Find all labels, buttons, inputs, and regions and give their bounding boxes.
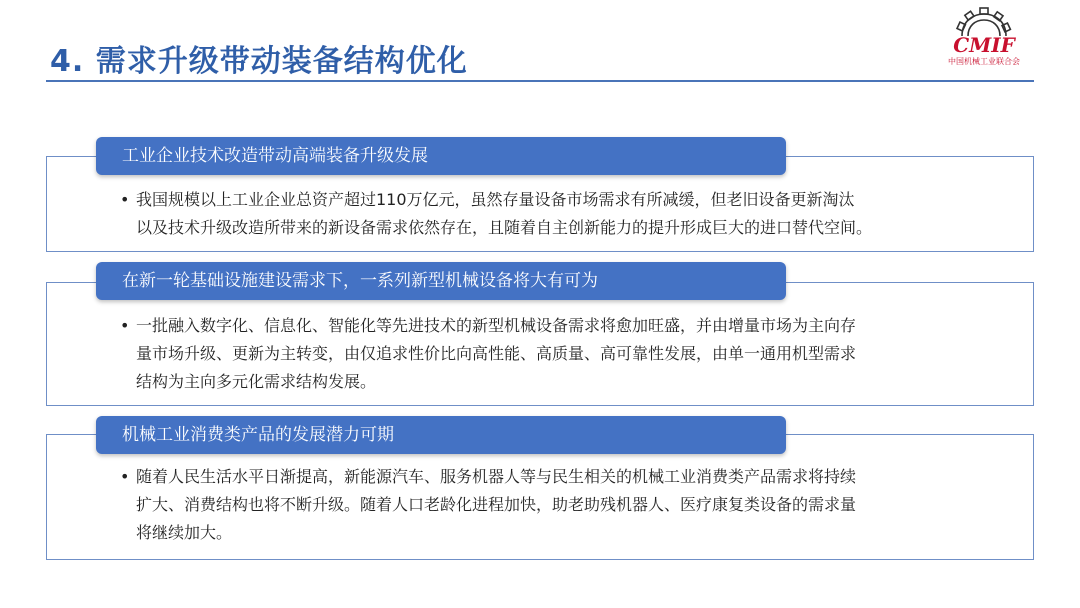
title-divider — [46, 80, 1034, 82]
text-line: 结构为主向多元化需求结构发展。 — [136, 372, 377, 391]
section-header-2: 在新一轮基础设施建设需求下，一系列新型机械设备将大有可为 — [96, 262, 786, 300]
logo-mark: CMIF — [953, 33, 1015, 57]
gear-logo-icon — [928, 6, 1040, 58]
section-body-1 — [120, 186, 960, 242]
bullet-dot: • — [120, 467, 130, 486]
bullet-dot: • — [120, 316, 130, 335]
section-body-3 — [120, 463, 960, 547]
bullet-dot: • — [120, 190, 130, 209]
text-line: 随着人民生活水平日渐提高，新能源汽车、服务机器人等与民生相关的机械工业消费类产品需求将持续 — [136, 467, 857, 486]
text-line: 将继续加大。 — [136, 523, 233, 542]
logo-subtitle: 中国机械工业联合会 — [948, 57, 1020, 66]
bullet-item — [120, 186, 960, 242]
bullet-item — [120, 312, 960, 396]
text-line: 以及技术升级改造所带来的新设备需求依然存在，且随着自主创新能力的提升形成巨大的进口替代空间。 — [136, 218, 873, 237]
bullet-item — [120, 463, 960, 547]
slide-title: 4. 需求升级带动装备结构优化 — [50, 44, 468, 79]
text-line: 我国规模以上工业企业总资产超过110万亿元，虽然存量设备市场需求有所减缓，但老旧设备更新淘汰 — [136, 190, 855, 209]
cmif-logo — [928, 6, 1040, 70]
section-body-2 — [120, 312, 960, 396]
text-line: 一批融入数字化、信息化、智能化等先进技术的新型机械设备需求将愈加旺盛，并由增量市场为主向存 — [136, 316, 857, 335]
text-line: 扩大、消费结构也将不断升级。随着人口老龄化进程加快，助老助残机器人、医疗康复类设备的需求量 — [136, 495, 857, 514]
section-header-1: 工业企业技术改造带动高端装备升级发展 — [96, 137, 786, 175]
section-header-3: 机械工业消费类产品的发展潜力可期 — [96, 416, 786, 454]
text-line: 量市场升级、更新为主转变，由仅追求性价比向高性能、高质量、高可靠性发展，由单一通用机型需求 — [136, 344, 857, 363]
